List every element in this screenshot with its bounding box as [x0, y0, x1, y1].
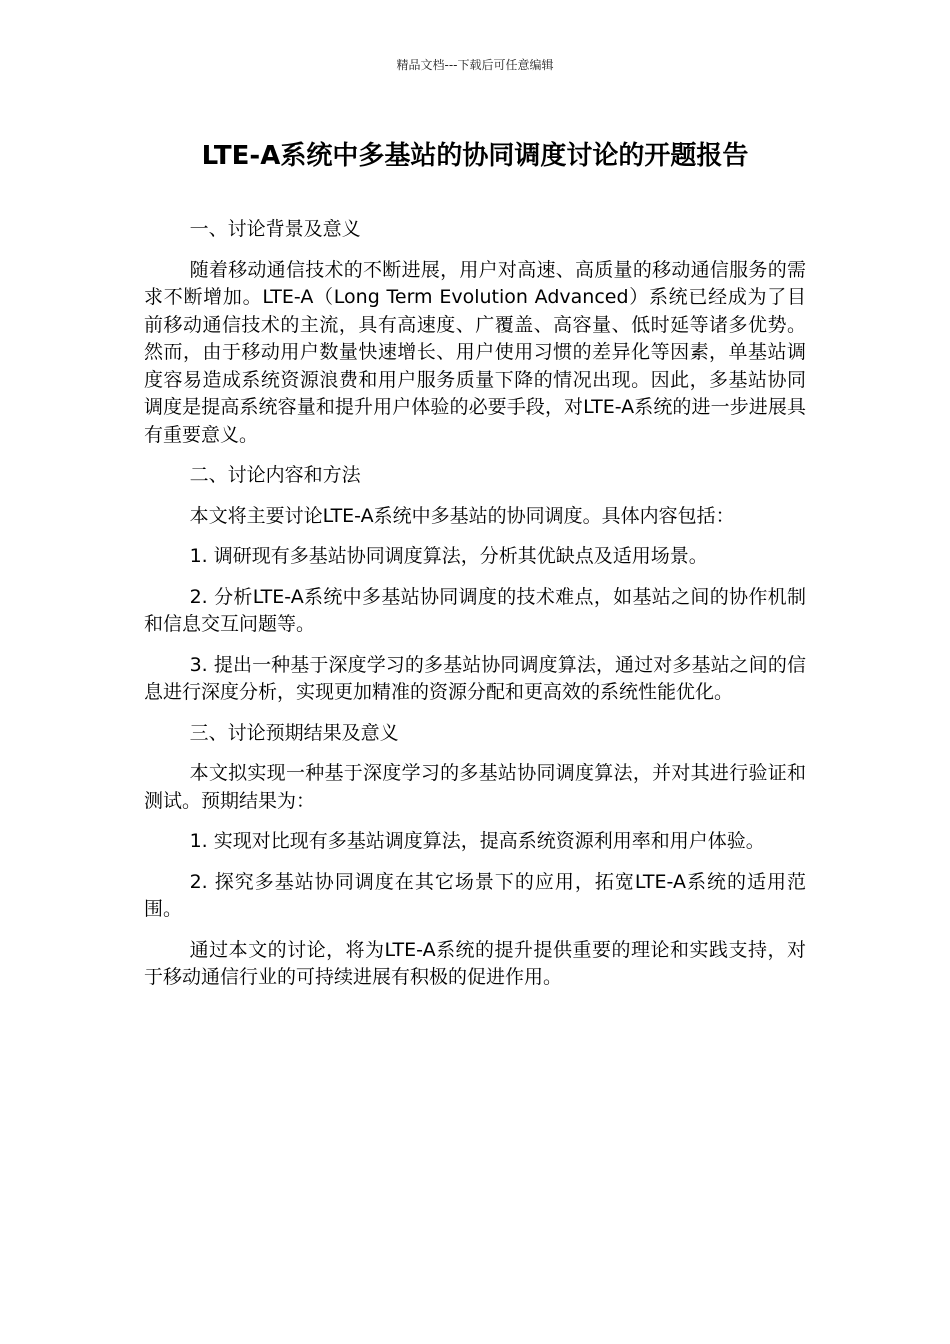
list-item-content-2: 2. 分析LTE-A系统中多基站协同调度的技术难点，如基站之间的协作机制和信息交互问题等。: [144, 585, 806, 635]
paragraph-content-intro: 本文将主要讨论LTE-A系统中多基站的协同调度。具体内容包括：: [189, 504, 735, 527]
list-item-results-1: 1. 实现对比现有多基站调度算法，提高系统资源利用率和用户体验。: [189, 830, 765, 852]
section-heading-content-methods: 二、讨论内容和方法: [189, 464, 361, 486]
page-header: 精品文档---下载后可任意编辑: [396, 58, 554, 72]
document-title: LTE-A系统中多基站的协同调度讨论的开题报告: [201, 141, 749, 171]
section-heading-background: 一、讨论背景及意义: [189, 218, 361, 240]
list-item-content-3: 3. 提出一种基于深度学习的多基站协同调度算法，通过对多基站之间的信息进行深度分析，实现更加精准的资源分配和更高效的系统性能优化。: [144, 653, 806, 703]
section-heading-expected-results: 三、讨论预期结果及意义: [189, 721, 399, 744]
document-body: [144, 216, 806, 1005]
paragraph-conclusion: 通过本文的讨论，将为LTE-A系统的提升提供重要的理论和实践支持，对于移动通信行业的可持续进展有积极的促进作用。: [144, 938, 806, 988]
paragraph-results-intro: 本文拟实现一种基于深度学习的多基站协同调度算法，并对其进行验证和测试。预期结果为：: [144, 762, 806, 812]
paragraph-background: 随着移动通信技术的不断进展，用户对高速、高质量的移动通信服务的需求不断增加。LTE-A（Long Term Evolution Advanced）系统已经成为了目前移动通信技术的主流，具有高速度、广覆盖、高容量、低时延等诸多优势。然而，由于移动用户数量快速增长、用户使用习惯的差异化等因素，单基站调度容易造成系统资源浪费和用户服务质量下降的情况出现。因此，多基站协同调度是提高系统容量和提升用户体验的必要手段，对LTE-A系统的进一步进展具有重要意义。: [144, 258, 806, 446]
list-item-content-1: 1. 调研现有多基站协同调度算法，分析其优缺点及适用场景。: [189, 545, 708, 567]
list-item-results-2: 2. 探究多基站协同调度在其它场景下的应用，拓宽LTE-A系统的适用范围。: [144, 870, 806, 920]
